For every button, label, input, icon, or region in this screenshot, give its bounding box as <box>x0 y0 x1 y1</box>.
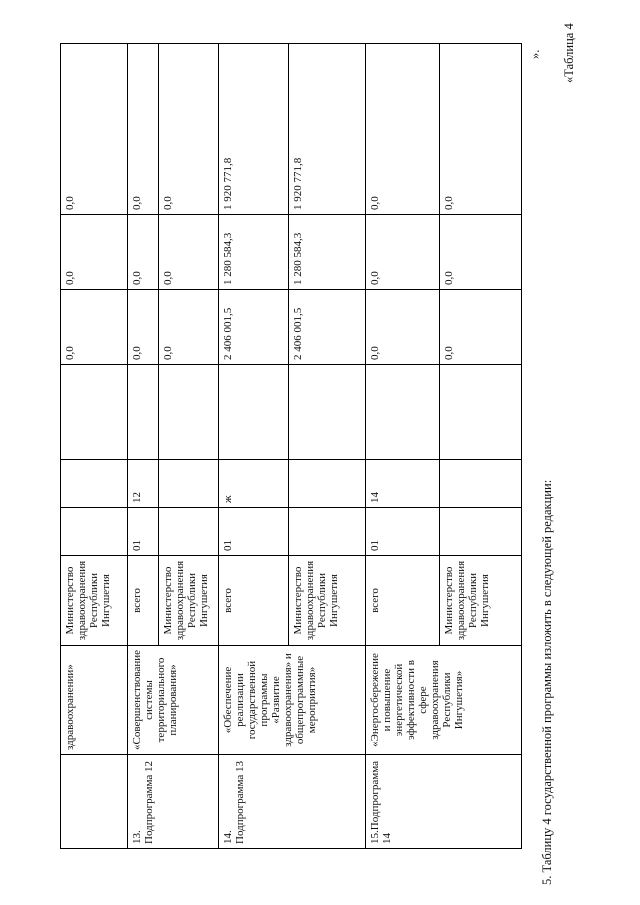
value-cell: 0,0 <box>159 44 219 215</box>
code-cell <box>440 460 522 508</box>
value-cell: 0,0 <box>61 215 128 290</box>
code-cell: 12 <box>128 460 159 508</box>
executor-cell: Министерство здравоохранения Республики Ингушетия <box>440 556 522 646</box>
code-cell <box>159 508 219 556</box>
code-cell <box>61 460 128 508</box>
executor-cell: всего <box>366 556 440 646</box>
code-cell <box>440 508 522 556</box>
value-cell: 0,0 <box>159 215 219 290</box>
blank-cell <box>219 365 289 460</box>
value-cell: 1 280 584,3 <box>219 215 289 290</box>
value-cell: 1 920 771,8 <box>219 44 289 215</box>
executor-cell: Министерство здравоохранения Республики Ингушетия <box>61 556 128 646</box>
code-cell: 01 <box>366 508 440 556</box>
value-cell: 0,0 <box>128 215 159 290</box>
name-cell: здравоохранении» <box>61 646 128 755</box>
value-cell: 0,0 <box>366 290 440 365</box>
budget-table <box>60 43 522 849</box>
closing-quote-mark: ». <box>528 49 542 59</box>
code-cell <box>61 508 128 556</box>
code-cell <box>159 460 219 508</box>
blank-cell <box>159 365 219 460</box>
code-cell: 01 <box>128 508 159 556</box>
executor-cell: Министерство здравоохранения Республики Ингушетия <box>159 556 219 646</box>
program-cell <box>61 755 128 849</box>
value-cell: 1 280 584,3 <box>289 215 366 290</box>
blank-cell <box>289 365 366 460</box>
table-row <box>366 44 440 849</box>
program-cell: 15.Подпрограмма 14 <box>366 755 522 849</box>
value-cell: 0,0 <box>128 44 159 215</box>
program-cell: 14. Подпрограмма 13 <box>219 755 366 849</box>
code-cell: 14 <box>366 460 440 508</box>
value-cell: 2 406 001,5 <box>289 290 366 365</box>
value-cell: 0,0 <box>128 290 159 365</box>
code-cell <box>289 508 366 556</box>
next-table-title: «Таблица 4 <box>562 23 576 83</box>
blank-cell <box>366 365 440 460</box>
name-cell: «Энергосбережение и повышение энергетической эффективности в сфере здравоохранения Республики Ингушетия» <box>366 646 522 755</box>
table-row <box>219 44 289 849</box>
amendment-instruction: 5. Таблицу 4 государственной программы изложить в следующей редакции: <box>540 479 554 885</box>
value-cell: 2 406 001,5 <box>219 290 289 365</box>
executor-cell: всего <box>219 556 289 646</box>
executor-cell: всего <box>128 556 159 646</box>
blank-cell <box>128 365 159 460</box>
value-cell: 1 920 771,8 <box>289 44 366 215</box>
name-cell: «Совершенствование системы территориального планирования» <box>128 646 219 755</box>
code-cell: 01 <box>219 508 289 556</box>
blank-cell <box>61 365 128 460</box>
value-cell: 0,0 <box>61 44 128 215</box>
value-cell: 0,0 <box>366 215 440 290</box>
name-cell: «Обеспечение реализации государственной программы «Развитие здравоохранения» и общепрограммные мероприятия» <box>219 646 366 755</box>
program-cell: 13. Подпрограмма 12 <box>128 755 219 849</box>
value-cell: 0,0 <box>61 290 128 365</box>
code-cell <box>289 460 366 508</box>
table-row <box>61 44 128 849</box>
executor-cell: Министерство здравоохранения Республики Ингушетия <box>289 556 366 646</box>
value-cell: 0,0 <box>440 44 522 215</box>
value-cell: 0,0 <box>440 290 522 365</box>
table-row <box>128 44 159 849</box>
value-cell: 0,0 <box>440 215 522 290</box>
value-cell: 0,0 <box>366 44 440 215</box>
value-cell: 0,0 <box>159 290 219 365</box>
code-cell: ж <box>219 460 289 508</box>
blank-cell <box>440 365 522 460</box>
